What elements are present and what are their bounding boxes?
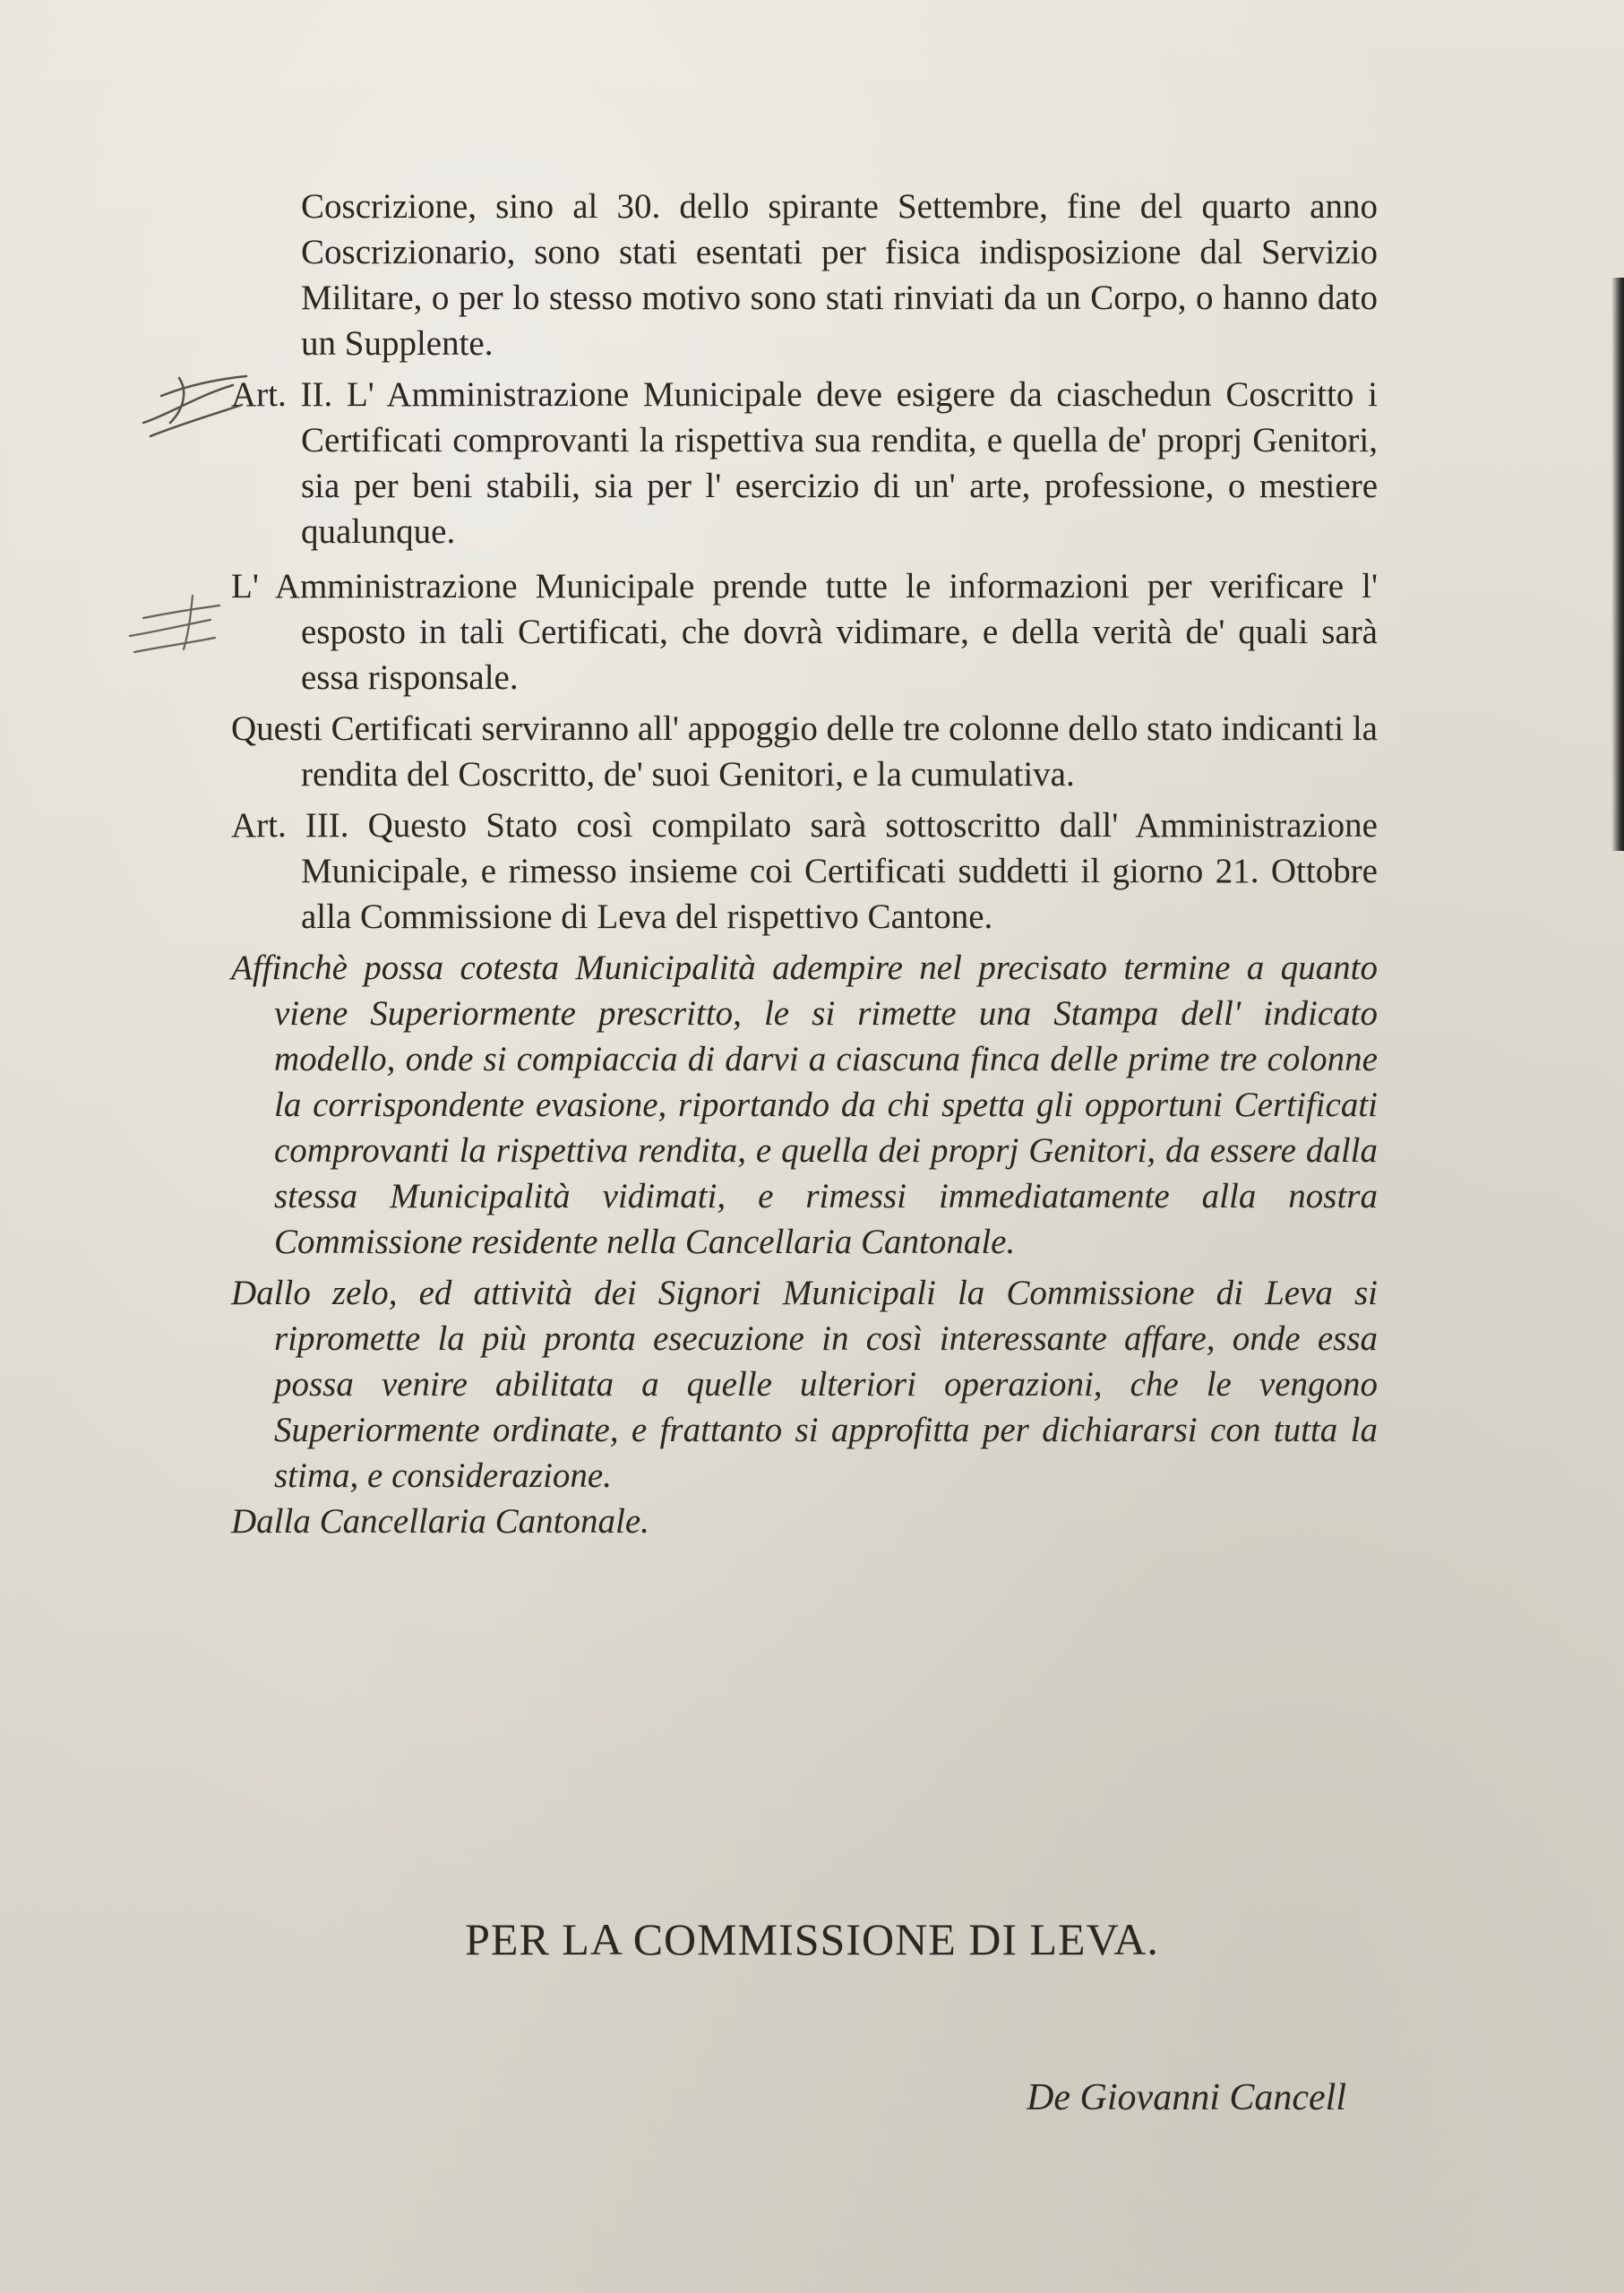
italic-section: [231, 945, 1378, 1544]
signature-heading: PER LA COMMISSIONE DI LEVA.: [465, 1914, 1159, 1964]
paragraph-article-3: Art. III. Questo Stato così compilato sarà sottoscritto dall' Amministrazione Municipale, e rimesso insieme coi Certificati suddetti il giorno 21. Ottobre alla Commissione di Leva del rispettivo Cantone.: [231, 806, 1378, 936]
paragraph-place-of-issue: Dalla Cancellaria Cantonale.: [231, 1502, 649, 1541]
paragraph-article-2: Art. II. L' Amministrazione Municipale deve esigere da ciaschedun Coscritto i Certificati comprovanti la rispettiva sua rendita, e quella de' proprj Genitori, sia per beni stabili, sia per l' esercizio di un' arte, professione, o mestiere qualunque.: [231, 375, 1378, 551]
signatory-name: De Giovanni Cancell: [1027, 2077, 1346, 2118]
handwritten-mark-2: [121, 582, 246, 663]
paragraph-information-verification: L' Amministrazione Municipale prende tutte le informazioni per verificare l' esposto in tali Certificati, che dovrà vidimare, e della verità de' quali sarà essa risponsale.: [231, 567, 1378, 697]
paragraph-conscription-continuation: Coscrizione, sino al 30. dello spirante Settembre, fine del quarto anno Coscrizionario, sono stati esentati per fisica indisposizione dal Servizio Militare, o per lo stesso motivo sono stati rinviati da un Corpo, o hanno dato un Supplente.: [301, 187, 1378, 363]
paragraph-certificates-columns: Questi Certificati serviranno all' appoggio delle tre colonne dello stato indicanti la rendita del Coscritto, de' suoi Genitori, e la cumulativa.: [231, 709, 1378, 794]
page-edge-shadow: [1611, 278, 1624, 851]
paragraph-closing-remarks: Dallo zelo, ed attività dei Signori Municipali la Commissione di Leva si ripromette la più pronta esecuzione in così interessante affare, onde essa possa venire abilitata a quelle ulteriori operazioni, che le vengono Superiormente ordinate, e frattanto si approfitta per dichiararsi con tutta la stima, e considerazione.: [231, 1274, 1378, 1495]
paragraph-municipality-instructions: Affinchè possa cotesta Municipalità adempire nel precisato termine a quanto viene Superiormente prescritto, le si rimette una Stampa dell' indicato modello, onde si compiaccia di darvi a ciascuna finca delle prime tre colonne la corrispondente evasione, riportando da chi spetta gli opportuni Certificati comprovanti la rispettiva rendita, e quella dei proprj Genitori, da essere dalla stessa Municipalità vidimati, e rimessi immediatamente alla nostra Commissione residente nella Cancellaria Cantonale.: [231, 949, 1378, 1261]
document-body: [231, 184, 1378, 1544]
